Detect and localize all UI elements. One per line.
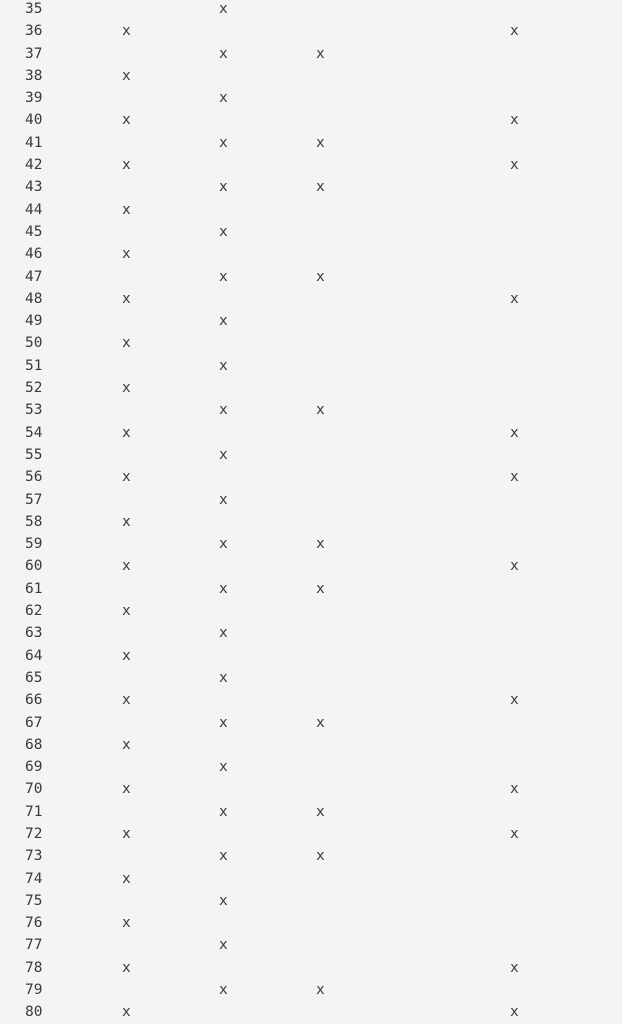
table-row	[0, 0, 622, 20]
mark-c5: x	[510, 424, 519, 441]
table-row	[0, 199, 622, 221]
row-number: 50	[25, 335, 43, 352]
table-row	[0, 511, 622, 533]
table-row	[0, 890, 622, 912]
mark-c1: x	[122, 157, 131, 174]
table-row	[0, 1001, 622, 1023]
row-number: 48	[25, 290, 43, 307]
mark-c2: x	[219, 803, 228, 820]
row-number: 78	[25, 959, 43, 976]
mark-c3: x	[316, 45, 325, 62]
table-row	[0, 868, 622, 890]
row-number: 36	[25, 23, 43, 40]
row-number: 55	[25, 446, 43, 463]
table-row	[0, 533, 622, 555]
mark-c5: x	[510, 781, 519, 798]
mark-c3: x	[316, 134, 325, 151]
table-row	[0, 466, 622, 488]
mark-c5: x	[510, 692, 519, 709]
mark-c1: x	[122, 736, 131, 753]
table-row	[0, 555, 622, 577]
mark-c3: x	[316, 268, 325, 285]
table-row	[0, 667, 622, 689]
mark-c1: x	[122, 290, 131, 307]
table-row	[0, 132, 622, 154]
table-row	[0, 377, 622, 399]
mark-c2: x	[219, 268, 228, 285]
table-row	[0, 243, 622, 265]
table-row	[0, 600, 622, 622]
table-row	[0, 399, 622, 421]
mark-c5: x	[510, 825, 519, 842]
mark-c5: x	[510, 469, 519, 486]
table-row	[0, 422, 622, 444]
row-number: 63	[25, 625, 43, 642]
mark-c1: x	[122, 112, 131, 129]
row-number: 39	[25, 90, 43, 107]
mark-c3: x	[316, 803, 325, 820]
row-number: 64	[25, 647, 43, 664]
mark-c2: x	[219, 45, 228, 62]
mark-c2: x	[219, 1, 228, 17]
mark-c2: x	[219, 179, 228, 196]
mark-c2: x	[219, 357, 228, 374]
row-number: 66	[25, 692, 43, 709]
mark-c3: x	[316, 848, 325, 865]
mark-c2: x	[219, 714, 228, 731]
mark-c1: x	[122, 335, 131, 352]
row-number: 67	[25, 714, 43, 731]
table-row	[0, 65, 622, 87]
mark-c5: x	[510, 959, 519, 976]
table-row	[0, 645, 622, 667]
mark-c2: x	[219, 580, 228, 597]
mark-c1: x	[122, 424, 131, 441]
mark-c1: x	[122, 558, 131, 575]
table-row	[0, 622, 622, 644]
row-number: 57	[25, 491, 43, 508]
mark-c1: x	[122, 67, 131, 84]
row-number: 44	[25, 201, 43, 218]
row-number: 65	[25, 669, 43, 686]
mark-c3: x	[316, 982, 325, 999]
row-number: 56	[25, 469, 43, 486]
row-number: 69	[25, 759, 43, 776]
mark-c2: x	[219, 134, 228, 151]
row-number: 73	[25, 848, 43, 865]
mark-c1: x	[122, 870, 131, 887]
mark-c1: x	[122, 647, 131, 664]
table-row	[0, 912, 622, 934]
mark-c1: x	[122, 513, 131, 530]
mark-c3: x	[316, 536, 325, 553]
mark-c1: x	[122, 23, 131, 40]
mark-c3: x	[316, 402, 325, 419]
row-number: 71	[25, 803, 43, 820]
table-row	[0, 221, 622, 243]
row-number: 54	[25, 424, 43, 441]
row-number: 43	[25, 179, 43, 196]
mark-c1: x	[122, 781, 131, 798]
table-row	[0, 734, 622, 756]
row-number: 74	[25, 870, 43, 887]
table-row	[0, 332, 622, 354]
table-row	[0, 801, 622, 823]
mark-c5: x	[510, 558, 519, 575]
table-row	[0, 934, 622, 956]
table-row	[0, 778, 622, 800]
mark-c3: x	[316, 580, 325, 597]
mark-c2: x	[219, 848, 228, 865]
table-row	[0, 176, 622, 198]
row-number: 35	[25, 1, 43, 17]
mark-c1: x	[122, 915, 131, 932]
row-number: 42	[25, 157, 43, 174]
row-number: 47	[25, 268, 43, 285]
mark-c2: x	[219, 491, 228, 508]
mark-c1: x	[122, 692, 131, 709]
mark-c1: x	[122, 1004, 131, 1021]
mark-c2: x	[219, 625, 228, 642]
table-row	[0, 689, 622, 711]
mark-c2: x	[219, 892, 228, 909]
row-number: 53	[25, 402, 43, 419]
mark-c1: x	[122, 469, 131, 486]
table-row	[0, 87, 622, 109]
table-row	[0, 43, 622, 65]
table-row	[0, 266, 622, 288]
mark-c2: x	[219, 446, 228, 463]
mark-c1: x	[122, 603, 131, 620]
row-number: 80	[25, 1004, 43, 1021]
table-row	[0, 310, 622, 332]
table-row	[0, 109, 622, 131]
row-number: 77	[25, 937, 43, 954]
row-number: 79	[25, 982, 43, 999]
row-number: 59	[25, 536, 43, 553]
mark-c3: x	[316, 179, 325, 196]
mark-c1: x	[122, 246, 131, 263]
row-number: 40	[25, 112, 43, 129]
mark-c2: x	[219, 759, 228, 776]
mark-c1: x	[122, 380, 131, 397]
mark-c2: x	[219, 982, 228, 999]
mark-c2: x	[219, 669, 228, 686]
row-number: 45	[25, 223, 43, 240]
table-row	[0, 154, 622, 176]
row-number: 46	[25, 246, 43, 263]
row-number: 76	[25, 915, 43, 932]
mark-c5: x	[510, 1004, 519, 1021]
table-row	[0, 20, 622, 42]
table-row	[0, 489, 622, 511]
table-row	[0, 578, 622, 600]
row-number: 49	[25, 313, 43, 330]
mark-c5: x	[510, 23, 519, 40]
row-number: 37	[25, 45, 43, 62]
mark-c5: x	[510, 112, 519, 129]
table-row	[0, 845, 622, 867]
mark-c2: x	[219, 313, 228, 330]
mark-c2: x	[219, 402, 228, 419]
row-number: 70	[25, 781, 43, 798]
mark-c5: x	[510, 290, 519, 307]
mark-c2: x	[219, 536, 228, 553]
table-row	[0, 444, 622, 466]
mark-c1: x	[122, 959, 131, 976]
row-number: 41	[25, 134, 43, 151]
row-number: 62	[25, 603, 43, 620]
table-row	[0, 979, 622, 1001]
row-number: 60	[25, 558, 43, 575]
row-number: 38	[25, 67, 43, 84]
mark-c1: x	[122, 825, 131, 842]
row-number: 72	[25, 825, 43, 842]
table-row	[0, 823, 622, 845]
row-number: 51	[25, 357, 43, 374]
table-row	[0, 355, 622, 377]
row-number: 68	[25, 736, 43, 753]
table-row	[0, 712, 622, 734]
row-number: 58	[25, 513, 43, 530]
table-row	[0, 756, 622, 778]
row-number: 61	[25, 580, 43, 597]
table-row	[0, 288, 622, 310]
row-number: 52	[25, 380, 43, 397]
mark-c2: x	[219, 937, 228, 954]
mark-c1: x	[122, 201, 131, 218]
mark-c2: x	[219, 223, 228, 240]
mark-c5: x	[510, 157, 519, 174]
mark-c3: x	[316, 714, 325, 731]
mark-c2: x	[219, 90, 228, 107]
table-row	[0, 957, 622, 979]
row-number: 75	[25, 892, 43, 909]
